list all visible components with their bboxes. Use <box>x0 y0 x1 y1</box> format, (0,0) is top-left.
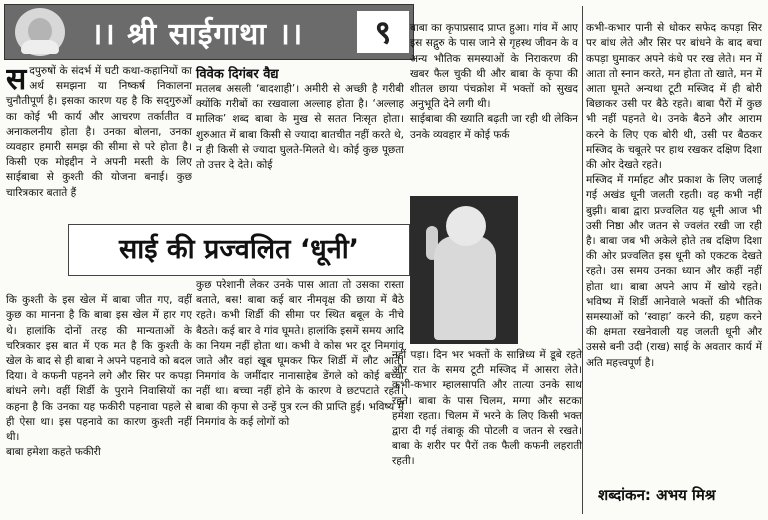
column-header <box>4 4 414 60</box>
body-text: नहीं पड़ा। दिन भर भक्तों के सान्निध्य में डूबे रहते और रात के समय टूटी मस्जिद में आसरा लेते। कभी-कभार म्हालसापति और तात्या उनके साथ रहते। बाबा के पास चिलम, मग्गा और सटका हमेशा रहता। चिलम में भरने के लिए किसी भक्त द्वारा दी गई तंबाकू की पोटली व जतन से रखते। बाबा के शरीर पर पैरों तक फैली कफनी लहराती रहती। <box>392 349 582 468</box>
body-text: दपुरुषों के संदर्भ में घटी कथा-कहानियों का अर्थ समझना या निष्कर्ष निकालना चुनौतीपूर्ण है। इसका कारण यह है कि सद्‌गुरुओं का कोई भी कार्य और आचरण तर्कातीत व अनाकलनीय होता है। उनका बोलना, उनका व्यवहार हमारी समझ की सीमा से परे होता है। किसी एक मोइद्दीन ने अपनी मस्ती के लिए साईबाबा से कुश्ती की योजना बनाई। कुछ चारित्रकार बताते हैं <box>6 65 192 199</box>
column-2-top <box>196 82 404 220</box>
column-title: ।। श्री साईगाथा ।। <box>91 17 304 52</box>
column-2-bottom <box>196 278 404 514</box>
body-text: कभी-कभार पानी से धोकर सफेद कपड़ा सिर पर बांध लेते और सिर पर बांधने के बाद बचा कपड़ा घुमाकर अपने कंधे पर रख लेते। मन में आता तो स्नान करते, मन होता तो खाते, मन में आता घूमते अन्यथा टूटी मस्जिद में ही बोरी बिछाकर उसी पर बैठे रहते। बाबा पैरों में कुछ भी नहीं पहनते थे। उनके बैठने और आराम करने के लिए एक बोरी थी, उसी पर बैठकर मस्जिद के चबूतरे पर हाथ रखकर दक्षिण दिशा की ओर देखते रहते। मस्जिद में गर्माहट और प्रकाश के लिए जलाई गई अखंड धूनी जलती रहती। वह कभी नहीं बुझी। बाबा द्वारा प्रज्वलित यह धूनी आज भी उसी निष्ठा और जतन से ज्वलंत रखी जा रही है। बाबा जब भी अकेले होते तब दक्षिण दिशा की ओर प्रज्वलित इस धूनी को एकटक देखते रहते। उस समय उनका ध्यान और कहीं नहीं होता था। बाबा अपने आप में खोये रहते। भविष्य में शिर्डी आनेवाले भक्तों की भौतिक समस्याओं को ‘स्वाहा’ करने की, ग्रहण करने की क्षमता रखनेवाली यह जलती धूनी और उससे बनी उदी (राख) साई के अवतार कार्य में अति महत्त्वपूर्ण है। <box>586 22 762 369</box>
body-text: कुछ परेशानी लेकर उनके पास आता तो उसका रास्ता बताते, बस! बाबा कई बार नीमवृक्ष की छाया में बैठे रहते। कभी शिर्डी की सीमा पर स्थित बबूल के नीचे बैठते। कई बार वे गांव घूमते। हालांकि इसमें समय आदि का नियम नहीं होता था। कभी वे कोस भर दूर निमगांव जाते और वहां खूब घूमकर फिर शिर्डी में लौट आते। निमगांव के जमींदार नानासाहेब डेंगले को कोई बच्चा नहीं था। बच्चा नहीं होने के कारण वे छटपटाते रहते। बाबा की कृपा से उन्हें पुत्र रत्न की प्राप्ति हुई। भविष्य में निमगांव के कई लोगों को <box>196 279 404 428</box>
sai-baba-portrait-icon <box>15 8 65 56</box>
body-text: कि कुश्ती के इस खेल में बाबा जीत गए, वहीं कुछ का मानना है कि बाबा इस खेल में हार गए थे। हालांकि दोनों तरह की मान्यताओं के चरित्रकार इस बात में एक मत है कि कुश्ती के खेल के बाद से ही बाबा ने अपने पहनावे को बदल दिया। वे कफनी पहनने लगे और सिर पर कपड़ा बांधने लगे। वहीं शिर्डी के पुराने निवासियों का कहना है कि उनका यह फकीरी पहनावा पहले से ही ऐसा था। इस पहनावे का कारण कुश्ती नहीं थी। बाबा हमेशा कहते फकीरी <box>6 294 192 459</box>
column-4 <box>586 6 762 480</box>
sai-baba-photo-icon <box>410 196 518 344</box>
column-divider <box>582 6 583 514</box>
episode-number: ९ <box>357 11 409 53</box>
column-3-top <box>410 6 578 192</box>
column-3-bottom <box>392 348 582 514</box>
transcription-credit: शब्दांकन: अभय मिश्र <box>598 486 716 504</box>
column-1-bottom <box>6 278 192 514</box>
drop-cap: स <box>6 64 27 97</box>
author-byline: विवेक दिगंबर वैद्य <box>196 67 279 82</box>
article-headline: साई की प्रज्वलित ‘धूनी’ <box>68 224 410 276</box>
body-text: बाबा का कृपाप्रसाद प्राप्त हुआ। गांव में आए इस सद्गुरु के पास जाने से गृहस्थ जीवन के व अन्य भौतिक समस्याओं के निराकरण की खबर फैल चुकी थी और बाबा के कृपा की शीतल छाया पंचक्रोश में भक्तों को सुखद अनुभूति देने लगी थी। साईबाबा की ख्याति बढ़ती जा रही थी लेकिन उनके व्यवहार में कोई फर्क <box>410 22 578 141</box>
body-text: मतलब असली ‘बादशाही’। अमीरी से अच्छी है गरीबी क्योंकि गरीबों का रखवाला अल्लाह होता है। ‘अल्लाह मालिक’ शब्द बाबा के मुख से सतत निःसृत होता। शुरुआत में बाबा किसी से ज्यादा बातचीत नहीं करते थे, न ही किसी से ज्यादा घुलते-मिलते थे। कोई कुछ पूछता तो उत्तर दे देते। कोई <box>196 83 404 172</box>
column-1-top <box>6 64 192 224</box>
